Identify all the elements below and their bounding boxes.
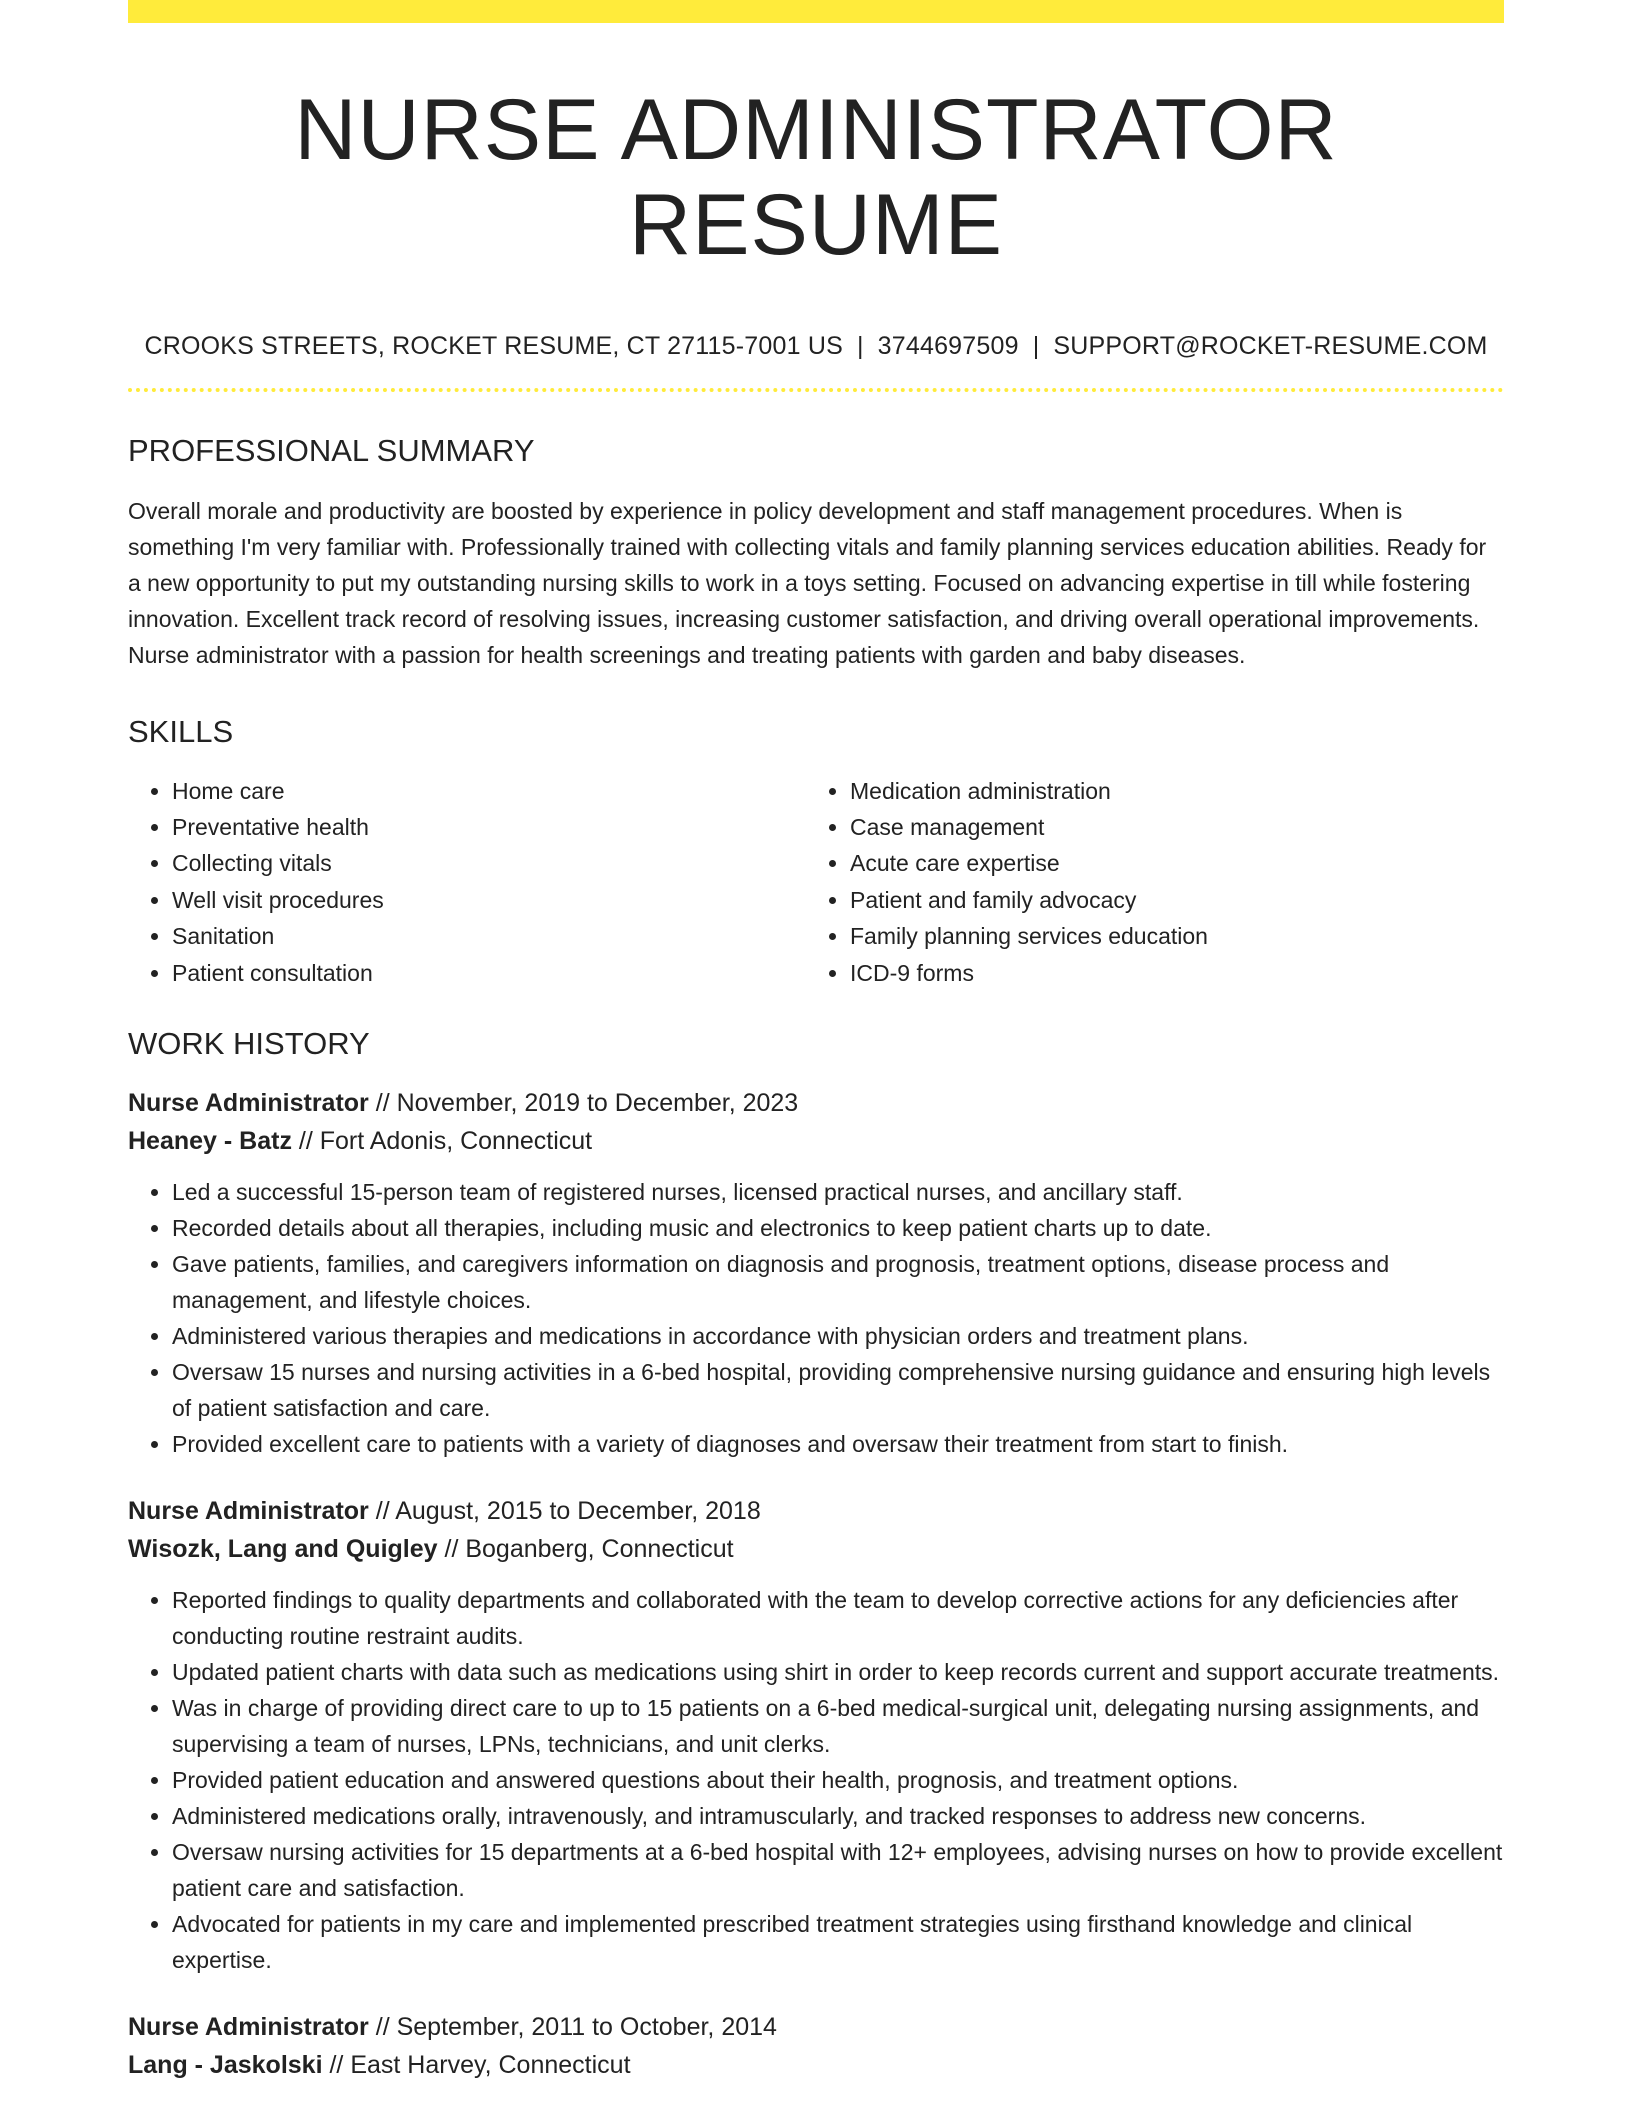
job-bullet: • Oversaw nursing activities for 15 departments at a 6-bed hospital with 12+ employees, advising nurses on how to provide excellent patient care and satisfaction. [172, 1834, 1504, 1906]
job-bullet: • Was in charge of providing direct care to up to 15 patients on a 6-bed medical-surgical unit, delegating nursing assignments, and supervising a team of nurses, LPNs, technicians, and unit clerks. [172, 1690, 1504, 1762]
contact-line [128, 332, 1504, 361]
job-bullet: • Provided excellent care to patients with a variety of diagnoses and oversaw their treatment from start to finish. [172, 1426, 1504, 1462]
resume-title: NURSE ADMINISTRATOR RESUME [294, 82, 1338, 273]
job-dates: // August, 2015 to December, 2018 [368, 1497, 761, 1526]
job-title-line [128, 1492, 1504, 1530]
job-location: // Boganberg, Connecticut [437, 1535, 734, 1564]
job-bullet: • Oversaw 15 nurses and nursing activities in a 6-bed hospital, providing comprehensive nursing guidance and ensuring high levels of patient satisfaction and care. [172, 1354, 1504, 1426]
job-entry [128, 2008, 1504, 2084]
job-role: Nurse Administrator [128, 1497, 369, 1526]
dotted-divider [128, 388, 1504, 392]
job-role: Nurse Administrator [128, 2013, 369, 2042]
job-bullet: • Gave patients, families, and caregivers information on diagnosis and prognosis, treatment options, disease process and management, and lifestyle choices. [172, 1246, 1504, 1318]
job-company: Wisozk, Lang and Quigley [128, 1535, 438, 1564]
skill-item: • ICD-9 forms [850, 955, 1484, 991]
job-location: // East Harvey, Connecticut [322, 2051, 631, 2080]
job-bullet-list [128, 1174, 1504, 1462]
section-title-work-history: WORK HISTORY [128, 1026, 370, 1061]
skills-column-right [806, 773, 1484, 991]
job-title-line [128, 1084, 1504, 1122]
contact-email[interactable]: SUPPORT@ROCKET-RESUME.COM [1053, 332, 1488, 361]
job-company-line [128, 2046, 1504, 2084]
job-bullet: • Administered medications orally, intravenously, and intramuscularly, and tracked responses to address new concerns. [172, 1798, 1504, 1834]
skill-item: • Collecting vitals [172, 845, 806, 881]
skill-item: • Well visit procedures [172, 882, 806, 918]
skills-list [128, 773, 1504, 991]
job-entry [128, 1084, 1504, 1462]
job-bullet: • Reported findings to quality departments and collaborated with the team to develop corrective actions for any deficiencies after conducting routine restraint audits. [172, 1582, 1504, 1654]
job-bullet-list [128, 1582, 1504, 1978]
job-bullet: • Administered various therapies and medications in accordance with physician orders and treatment plans. [172, 1318, 1504, 1354]
job-company-line [128, 1530, 1504, 1568]
contact-phone[interactable]: 3744697509 [877, 332, 1019, 361]
job-bullet: • Recorded details about all therapies, including music and electronics to keep patient charts up to date. [172, 1210, 1504, 1246]
skill-item: • Case management [850, 809, 1484, 845]
job-bullet: • Led a successful 15-person team of registered nurses, licensed practical nurses, and ancillary staff. [172, 1174, 1504, 1210]
section-title-skills: SKILLS [128, 714, 234, 750]
skill-item: • Patient and family advocacy [850, 882, 1484, 918]
contact-address: CROOKS STREETS, ROCKET RESUME, CT 27115-7001 US [144, 332, 843, 361]
job-company-line [128, 1122, 1504, 1160]
skill-item: • Sanitation [172, 918, 806, 954]
job-location: // Fort Adonis, Connecticut [291, 1127, 593, 1156]
skills-column-left [128, 773, 806, 991]
job-company: Heaney - Batz [128, 1127, 292, 1156]
skill-item: • Patient consultation [172, 955, 806, 991]
job-bullet: • Provided patient education and answered questions about their health, prognosis, and treatment options. [172, 1762, 1504, 1798]
skill-item: • Preventative health [172, 809, 806, 845]
skill-item: • Home care [172, 773, 806, 809]
contact-separator: | [1032, 332, 1040, 361]
skill-item: • Family planning services education [850, 918, 1484, 954]
contact-separator: | [856, 332, 864, 361]
skill-item: • Medication administration [850, 773, 1484, 809]
job-bullet: • Updated patient charts with data such as medications using shirt in order to keep records current and support accurate treatments. [172, 1654, 1504, 1690]
section-title-summary: PROFESSIONAL SUMMARY [128, 433, 535, 469]
skill-item: • Acute care expertise [850, 845, 1484, 881]
job-title-line [128, 2008, 1504, 2046]
job-entry [128, 1492, 1504, 1978]
summary-text: Overall morale and productivity are boosted by experience in policy development and staff management procedures. When is something I'm very familiar with. Professionally trained with collecting vitals and family planning services education abilities. Ready for a new opportunity to put my outstanding nursing skills to work in a toys setting. Focused on advancing expertise in till while fostering innovation. Excellent track record of resolving issues, increasing customer satisfaction, and driving overall operational improvements. Nurse administrator with a passion for health screenings and treating patients with garden and baby diseases. [128, 498, 1487, 669]
job-dates: // November, 2019 to December, 2023 [368, 1089, 799, 1118]
job-company: Lang - Jaskolski [128, 2051, 323, 2080]
resume-page [128, 0, 1504, 2084]
accent-top-bar [128, 0, 1504, 23]
job-role: Nurse Administrator [128, 1089, 369, 1118]
job-bullet: • Advocated for patients in my care and implemented prescribed treatment strategies using firsthand knowledge and clinical expertise. [172, 1906, 1504, 1978]
job-dates: // September, 2011 to October, 2014 [368, 2013, 777, 2042]
